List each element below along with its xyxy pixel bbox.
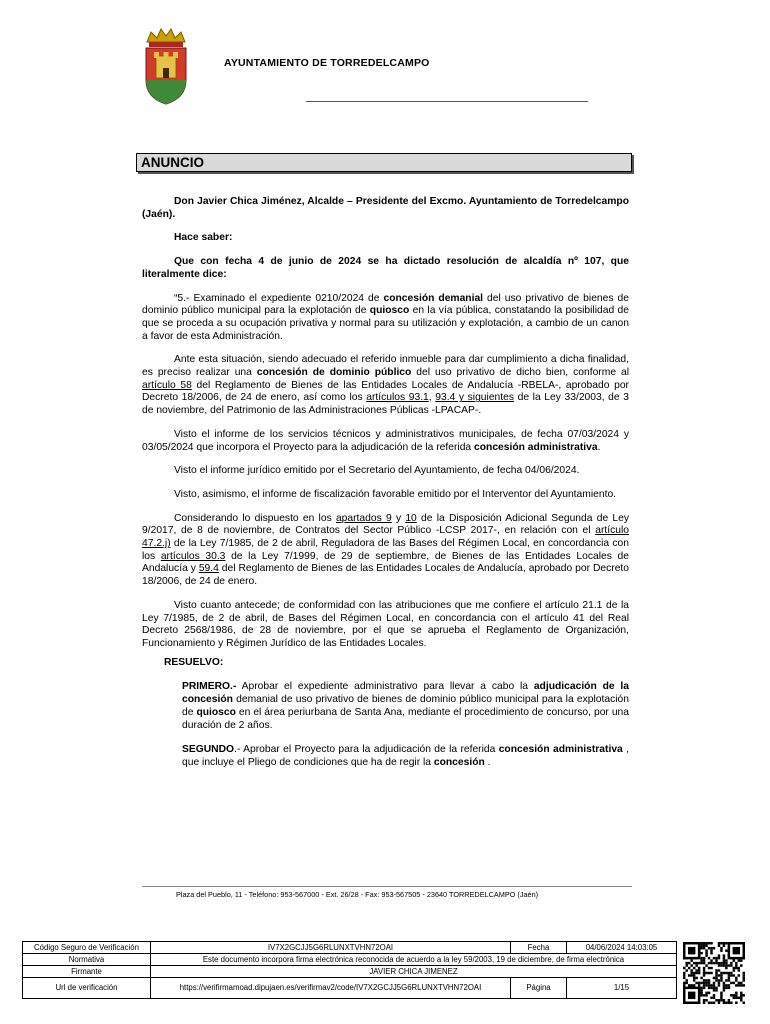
table-row bbox=[23, 942, 677, 954]
link-articulos-93-1[interactable]: artículos 93.1 bbox=[366, 392, 429, 404]
link-articulos-30-3[interactable]: artículos 30.3 bbox=[160, 550, 226, 562]
pagina-value: 1/15 bbox=[567, 978, 677, 999]
segundo-paragraph: SEGUNDO.- Aprobar el Proyecto para la adjudicación de la referida concesión administrativa , que incluye el Pliego de condiciones que ha de regir la concesión . bbox=[182, 744, 629, 768]
csv-label: Código Seguro de Verificación bbox=[23, 942, 151, 954]
link-59-4[interactable]: 59.4 bbox=[198, 563, 219, 575]
qr-code-icon[interactable] bbox=[683, 942, 745, 1004]
table-row bbox=[23, 978, 677, 999]
link-articulo-47-2-j[interactable]: artículo 47.2.j) bbox=[142, 525, 629, 550]
firmante-label: Firmante bbox=[23, 966, 151, 978]
resuelvo-heading: RESUELVO: bbox=[164, 656, 224, 668]
footer-address: Plaza del Pueblo, 11 - Teléfono: 953-567000 - Ext. 26/28 - Fax: 953-567505 - 23640 TORREDELCAMPO (Jaén) bbox=[176, 890, 539, 899]
firmante-value: JAVIER CHICA JIMENEZ bbox=[151, 966, 677, 978]
municipal-crest-logo bbox=[141, 28, 191, 106]
paragraph-6: Considerando lo dispuesto en los apartados 9 y 10 de la Disposición Adicional Segunda de Ley 9/2017, de 8 de noviembre, de Contratos del Sector Público -LCSP 2017-, en relación con el artículo 47.2.j) de la Ley 7/1985, de 2 de abril, Reguladora de las Bases del Régimen Local, en concordancia con los artículos 30.3 de la Ley 7/1999, de 29 de septiembre, de Bienes de las Entidades Locales de Andalucía y 59.4 del Reglamento de Bienes de las Entidades Locales de Andalucía, aprobado por Decreto 18/2006, de 24 de enero. bbox=[142, 512, 630, 588]
link-10[interactable]: 10 bbox=[405, 512, 417, 524]
footer-rule bbox=[142, 886, 632, 887]
link-apartados-9[interactable]: apartados 9 bbox=[335, 512, 392, 524]
table-row bbox=[23, 954, 677, 966]
paragraph-4: Visto el informe jurídico emitido por el Secretario del Ayuntamiento, de fecha 04/06/2024. bbox=[174, 465, 580, 477]
header-rule bbox=[306, 101, 588, 102]
link-articulo-58[interactable]: artículo 58 bbox=[142, 379, 192, 391]
paragraph-5: Visto, asimismo, el informe de fiscalización favorable emitido por el Interventor del Ayuntamiento. bbox=[174, 488, 617, 500]
normativa-label: Normativa bbox=[23, 954, 151, 966]
organization-name: AYUNTAMIENTO DE TORREDELCAMPO bbox=[224, 57, 430, 69]
intro-paragraph: Don Javier Chica Jiménez, Alcalde – Presidente del Excmo. Ayuntamiento de Torredelcampo (Jaén). bbox=[142, 196, 629, 220]
paragraph-3: Visto el informe de los servicios técnicos y administrativos municipales, de fecha 07/03/2024 y 03/05/2024 que incorpora el Proyecto para la adjudicación de la referida concesión administrativa. bbox=[142, 428, 629, 453]
resolution-statement: Que con fecha 4 de junio de 2024 se ha dictado resolución de alcaldía nº 107, que literalmente dice: bbox=[142, 256, 629, 280]
banner-title: ANUNCIO bbox=[141, 155, 204, 170]
pagina-label: Página bbox=[511, 978, 567, 999]
table-row bbox=[23, 966, 677, 978]
primero-paragraph: PRIMERO.- Aprobar el expediente administrativo para llevar a cabo la adjudicación de la concesión demanial de uso privativo de bienes de dominio público municipal para la explotación de quiosco en el área periurbana de Santa Ana, mediante el procedimiento de concurso, por una duración de 2 años. bbox=[182, 681, 630, 731]
csv-value: IV7X2GCJJ5G6RLUNXTVHN72OAI bbox=[151, 942, 511, 954]
link-93-4[interactable]: 93.4 y siguientes bbox=[435, 392, 515, 404]
document-body bbox=[142, 196, 629, 770]
announcement-banner bbox=[136, 153, 632, 172]
url-value[interactable]: https://verifirmamoad.dipujaen.es/verifirmav2/code/IV7X2GCJJ5G6RLUNXTVHN72OAI bbox=[151, 978, 511, 999]
paragraph-2: Ante esta situación, siendo adecuado el referido inmueble para dar cumplimiento a dicha finalidad, es preciso realizar una concesión de dominio público del uso privativo de dicho bien, conforme al artículo 58 del Reglamento de Bienes de las Entidades Locales de Andalucía -RBELA-, aprobado por Decreto 18/2006, de 24 de enero, así como los artículos 93.1, 93.4 y siguientes de la Ley 33/2003, de 3 de noviembre, del Patrimonio de las Administraciones Públicas -LPACAP-. bbox=[142, 354, 630, 417]
hace-saber: Hace saber: bbox=[174, 232, 233, 244]
normativa-value: Este documento incorpora firma electrónica reconocida de acuerdo a la ley 59/2003, 19 de diciembre, de firma electrónica bbox=[151, 954, 677, 966]
paragraph-1: “5.- Examinado el expediente 0210/2024 de concesión demanial del uso privativo de bienes de dominio público municipal para la explotación de quiosco en la vía pública, constatando la posibilidad de que se proceda a su ocupación privativa y normal para su utilización y explotación, a cambio de un canon a favor de esta Administración. bbox=[142, 292, 629, 342]
paragraph-7: Visto cuanto antecede; de conformidad con las atribuciones que me confiere el artículo 21.1 de la Ley 7/1985, de 2 de abril, de Bases del Régimen Local, en concordancia con el artículo 41 del Real Decreto 2568/1986, de 28 de noviembre, por el que se aprueba el Reglamento de Organización, Funcionamiento y Régimen Jurídico de las Entidades Locales. bbox=[142, 599, 629, 649]
url-label: Url de verificación bbox=[23, 978, 151, 999]
verification-table bbox=[22, 941, 677, 999]
fecha-value: 04/06/2024 14:03:05 bbox=[567, 942, 677, 954]
fecha-label: Fecha bbox=[511, 942, 567, 954]
